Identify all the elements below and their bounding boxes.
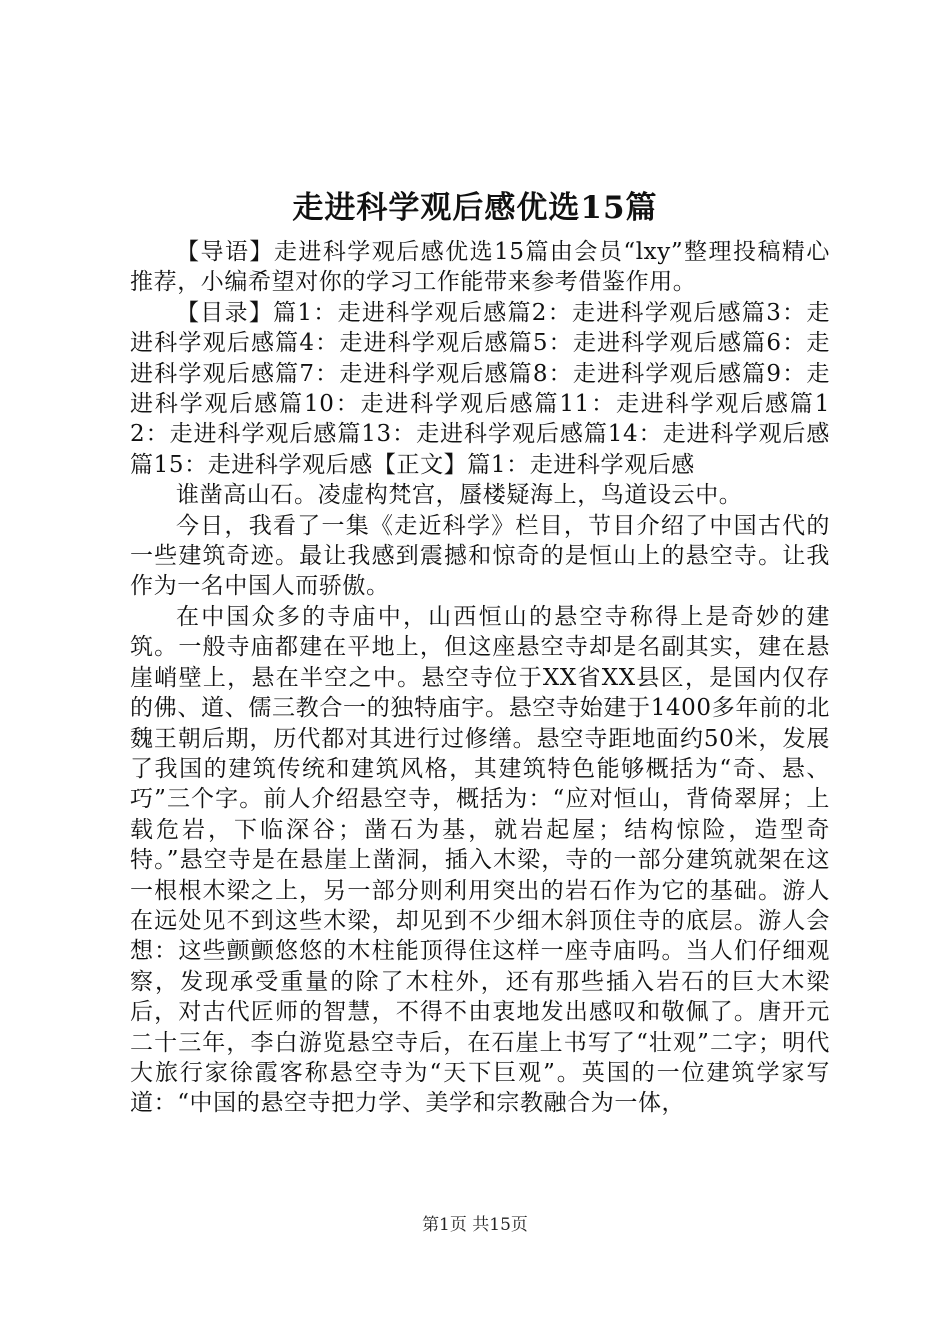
- document-title: 走进科学观后感优选15篇: [292, 190, 658, 226]
- body-paragraph: 今日，我看了一集《走近科学》栏目，节目介绍了中国古代的一些建筑奇迹。最让我感到震撼和惊奇的是恒山上的悬空寺。让我作为一名中国人而骄傲。: [130, 512, 830, 600]
- document-body: [130, 237, 830, 1119]
- page-footer: 第1页 共15页: [422, 1215, 528, 1235]
- poem-line-paragraph: 谁凿高山石。凌虚构梵宫，蜃楼疑海上，鸟道设云中。: [176, 482, 743, 509]
- body-paragraph: 在中国众多的寺庙中，山西恒山的悬空寺称得上是奇妙的建筑。一般寺庙都建在平地上，但这座悬空寺却是名副其实，建在悬崖峭壁上，悬在半空之中。悬空寺位于XX省XX县区，是国内仅存的佛、道、儒三教合一的独特庙宇。悬空寺始建于1400多年前的北魏王朝后期，历代都对其进行过修缮。悬空寺距地面约50米，发展了我国的建筑传统和建筑风格，其建筑特色能够概括为“奇、悬、巧”三个字。前人介绍悬空寺，概括为：“应对恒山，背倚翠屏；上载危岩，下临深谷；凿石为基，就岩起屋；结构惊险，造型奇特。”悬空寺是在悬崖上凿洞，插入木梁，寺的一部分建筑就架在这一根根木梁之上，另一部分则利用突出的岩石作为它的基础。游人在远处见不到这些木梁，却见到不少细木斜顶住寺的底层。游人会想：这些颤颤悠悠的木柱能顶得住这样一座寺庙吗。当人们仔细观察，发现承受重量的除了木柱外，还有那些插入岩石的巨大木梁后，对古代匠师的智慧，不得不由衷地发出感叹和敬佩了。唐开元二十三年，李白游览悬空寺后，在石崖上书写了“壮观”二字；明代大旅行家徐霞客称悬空寺为“天下巨观”。英国的一位建筑学家写道：“中国的悬空寺把力学、美学和宗教融合为一体，: [130, 603, 830, 1117]
- intro-paragraph: 【导语】走进科学观后感优选15篇由会员“lxy”整理投稿精心推荐，小编希望对你的学习工作能带来参考借鉴作用。: [130, 239, 830, 296]
- table-of-contents-paragraph: 【目录】篇1：走进科学观后感篇2：走进科学观后感篇3：走进科学观后感篇4：走进科学观后感篇5：走进科学观后感篇6：走进科学观后感篇7：走进科学观后感篇8：走进科学观后感篇9：走进科学观后感篇10：走进科学观后感篇11：走进科学观后感篇12：走进科学观后感篇13：走进科学观后感篇14：走进科学观后感篇15：走进科学观后感【正文】篇1：走进科学观后感: [130, 299, 830, 478]
